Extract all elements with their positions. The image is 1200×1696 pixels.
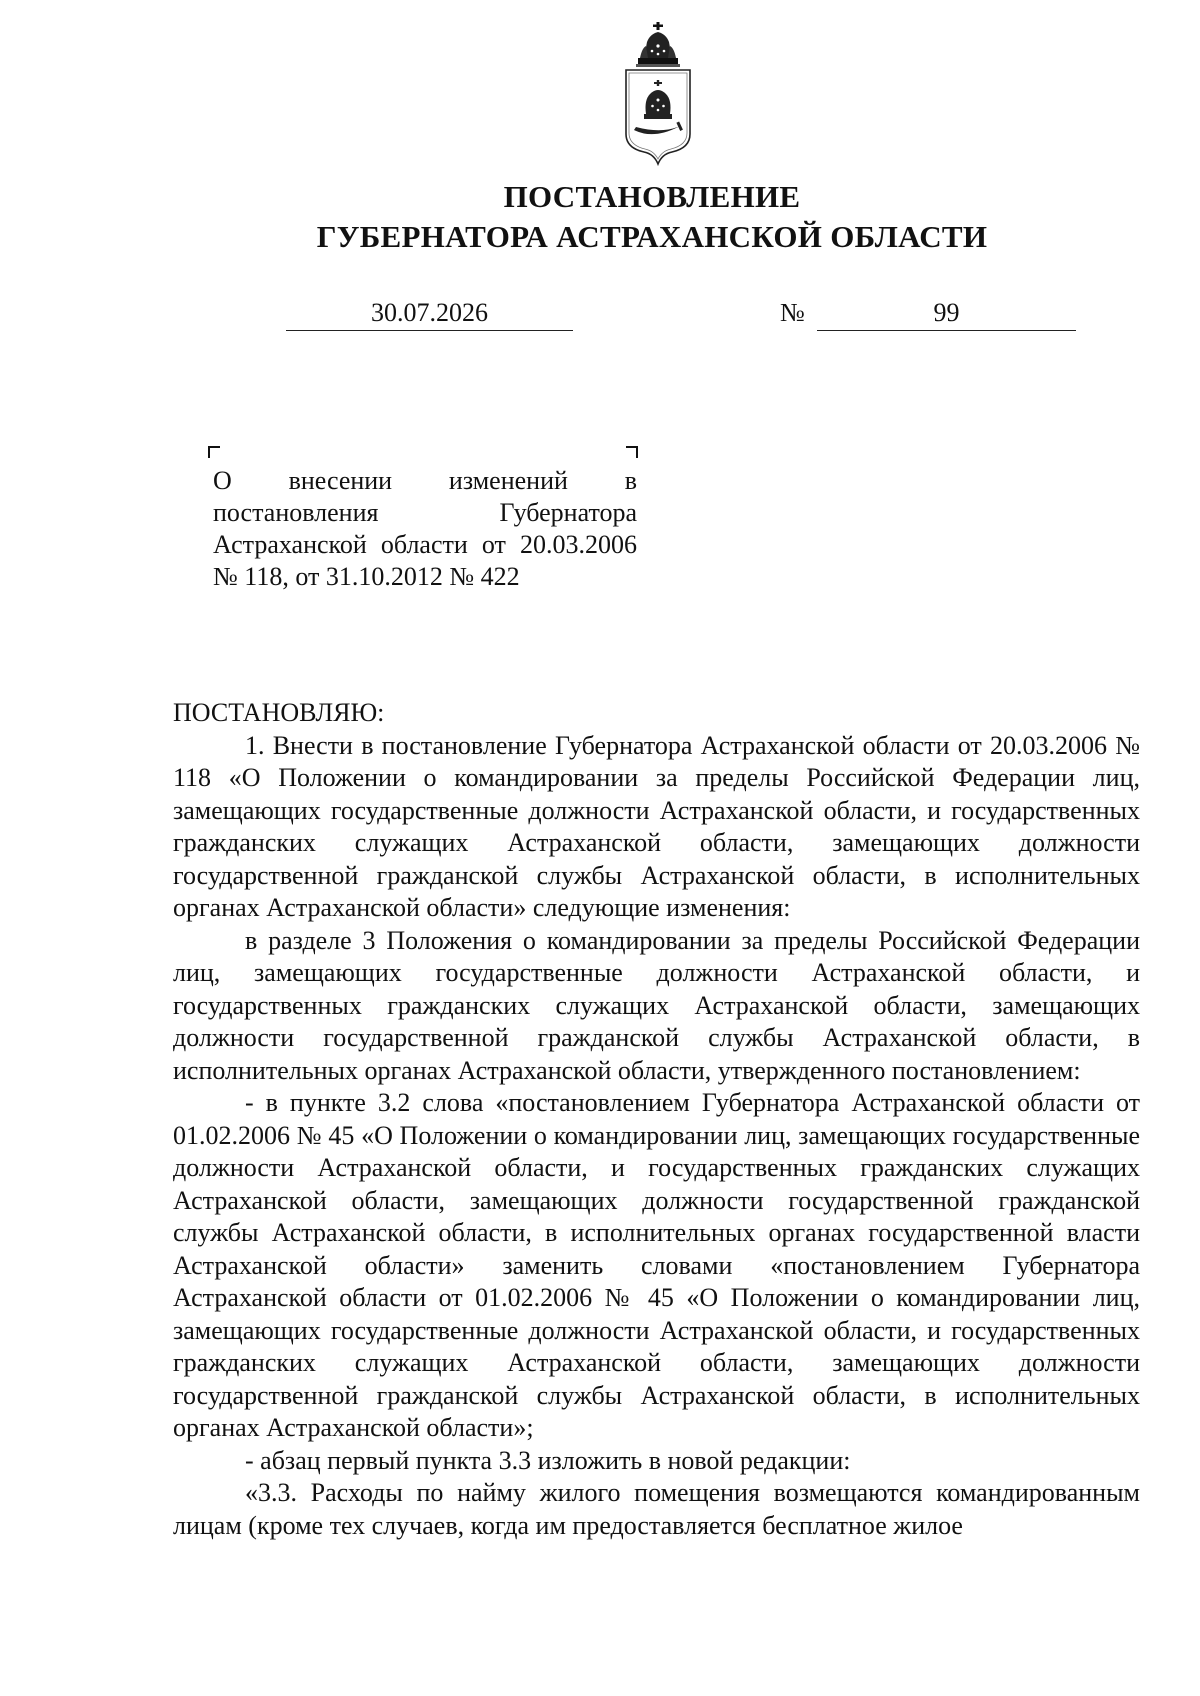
subject-corner-mark-right — [626, 446, 638, 458]
paragraph-1: 1. Внести в постановление Губернатора Астраханской области от 20.03.2006 № 118 «О Положении о командировании за пределы Российской Федерации лиц, замещающих государственные должности Астраханской области, и государственных гражданских служащих Астраханской области, замещающих должности государственной гражданской службы Астраханской области, в исполнительных органах Астраханской области» следующие изменения: — [173, 730, 1140, 922]
document-type-title: ПОСТАНОВЛЕНИЕ — [503, 179, 801, 214]
paragraph-5: «3.3. Расходы по найму жилого помещения возмещаются командированным лицам (кроме тех случаев, когда им предоставляется бесплатное жилое — [173, 1478, 1140, 1540]
paragraph-3: - в пункте 3.2 слова «постановлением Губернатора Астраханской области от 01.02.2006 № 45 «О Положении о командировании лиц, замещающих государственные должности Астраханской области, и государственных гражданских служащих Астраханской области, замещающих должности государственной гражданской службы Астраханской области, в исполнительных органах государственной власти Астраханской области» заменить словами «постановлением Губернатора Астраханской области от 01.02.2006 № 45 «О Положении о командировании лиц, замещающих государственные должности Астраханской области, и государственных гражданских служащих Астраханской области, замещающих должности государственной гражданской службы Астраханской области, в исполнительных органах Астраханской области»; — [173, 1088, 1140, 1442]
issuing-authority-title: ГУБЕРНАТОРА АСТРАХАНСКОЙ ОБЛАСТИ — [316, 219, 988, 254]
paragraph-2: в разделе 3 Положения о командировании за пределы Российской Федерации лиц, замещающих государственные должности Астраханской области, и государственных гражданских служащих Астраханской области, замещающих должности государственной гражданской службы Астраханской области, в исполнительных органах Астраханской области, утвержденного постановлением: — [173, 925, 1140, 1085]
astrakhan-coat-of-arms-icon — [614, 18, 702, 168]
document-subject: О внесении изменений в постановления Губернатора Астраханской области от 20.03.2006 № 118, от 31.10.2012 № 422 — [213, 466, 637, 591]
document-body — [173, 697, 1140, 1542]
document-date-field: 30.07.2026 — [286, 296, 573, 331]
number-sign-label: № — [780, 298, 805, 327]
decree-heading: ПОСТАНОВЛЯЮ: — [173, 698, 385, 727]
subject-corner-mark-left — [208, 446, 220, 458]
document-number-field: 99 — [817, 296, 1076, 331]
paragraph-4: - абзац первый пункта 3.3 изложить в новой редакции: — [245, 1445, 851, 1475]
